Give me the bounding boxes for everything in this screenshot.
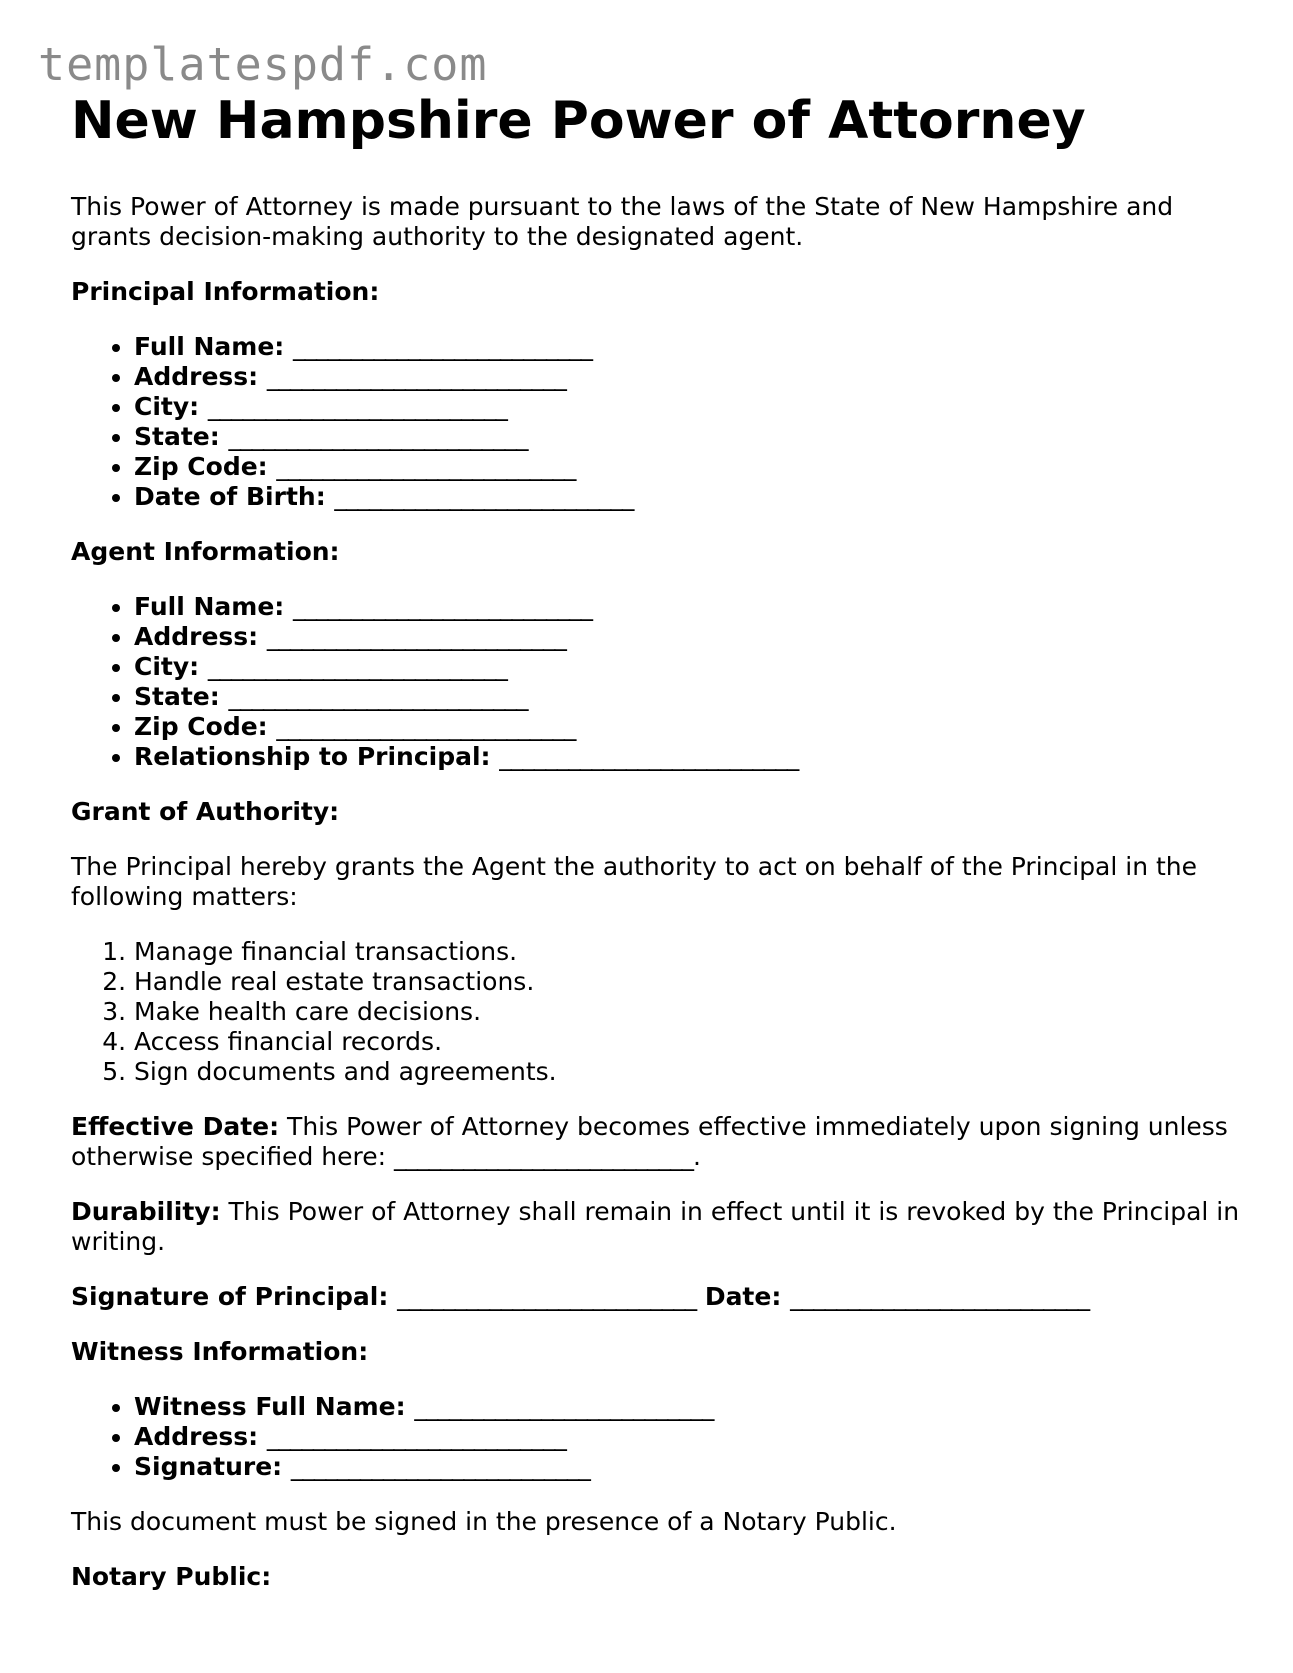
watermark: templatespdf.com: [38, 38, 488, 91]
blank-line[interactable]: __________________________: [266, 361, 566, 391]
principal-city-field: • City: __________________________: [134, 392, 1241, 422]
blank-line[interactable]: __________________________: [207, 391, 507, 421]
durability-label: Durability:: [71, 1196, 221, 1226]
principal-full-name-field: • Full Name: __________________________: [134, 332, 1241, 362]
witness-fields: [71, 1392, 1241, 1482]
blank-line[interactable]: __________________________: [228, 681, 528, 711]
blank-line[interactable]: __________________________: [499, 741, 799, 771]
notary-heading: Notary Public:: [71, 1561, 272, 1591]
blank-line[interactable]: __________________________: [266, 621, 566, 651]
agent-relationship-field: • Relationship to Principal: __________________________: [134, 742, 1241, 772]
blank-line[interactable]: __________________________: [397, 1281, 697, 1311]
blank-line[interactable]: __________________________: [276, 711, 576, 741]
witness-address-field: • Address: __________________________: [134, 1422, 1241, 1452]
intro-text: This Power of Attorney is made pursuant to the laws of the State of New Hampshire and grants decision-making authority to the designated agent.: [71, 191, 1174, 251]
blank-line[interactable]: __________________________: [334, 481, 634, 511]
grant-item: 2. Handle real estate transactions.: [134, 967, 1241, 997]
agent-heading: Agent Information:: [71, 536, 340, 566]
witness-heading: Witness Information:: [71, 1336, 369, 1366]
grant-heading: Grant of Authority:: [71, 796, 340, 826]
grant-item: 5. Sign documents and agreements.: [134, 1057, 1241, 1087]
blank-line[interactable]: __________________________: [790, 1281, 1090, 1311]
blank-line[interactable]: __________________________: [293, 591, 592, 621]
principal-heading: Principal Information:: [71, 276, 380, 306]
witness-name-field: • Witness Full Name: __________________________: [134, 1392, 1241, 1422]
agent-state-field: • State: __________________________: [134, 682, 1241, 712]
blank-line[interactable]: __________________________: [266, 1421, 566, 1451]
agent-full-name-field: • Full Name: __________________________: [134, 592, 1241, 622]
notary-note: This document must be signed in the presence of a Notary Public.: [71, 1506, 897, 1536]
blank-line[interactable]: __________________________: [293, 331, 592, 361]
grant-list: [71, 937, 1241, 1087]
agent-zip-field: • Zip Code: __________________________: [134, 712, 1241, 742]
blank-line[interactable]: __________________________: [414, 1391, 714, 1421]
page-title: New Hampshire Power of Attorney: [71, 91, 1086, 151]
document-page: [71, 92, 1241, 1592]
blank-line[interactable]: __________________________: [393, 1141, 693, 1171]
grant-text: The Principal hereby grants the Agent the authority to act on behalf of the Principal in the following matters:: [71, 851, 1198, 911]
grant-item: 4. Access financial records.: [134, 1027, 1241, 1057]
witness-signature-field: • Signature: __________________________: [134, 1452, 1241, 1482]
grant-item: 3. Make health care decisions.: [134, 997, 1241, 1027]
principal-dob-field: • Date of Birth: __________________________: [134, 482, 1241, 512]
effective-date-label: Effective Date:: [71, 1111, 280, 1141]
agent-fields: [71, 592, 1241, 772]
principal-state-field: • State: __________________________: [134, 422, 1241, 452]
blank-line[interactable]: __________________________: [290, 1451, 590, 1481]
effective-date-paragraph: Effective Date: This Power of Attorney becomes effective immediately upon signing unless otherwise specified here: __________________________.: [71, 1111, 1228, 1171]
principal-address-field: • Address: __________________________: [134, 362, 1241, 392]
principal-fields: [71, 332, 1241, 512]
blank-line[interactable]: __________________________: [276, 451, 576, 481]
grant-item: 1. Manage financial transactions.: [134, 937, 1241, 967]
blank-line[interactable]: __________________________: [207, 651, 507, 681]
agent-address-field: • Address: __________________________: [134, 622, 1241, 652]
durability-paragraph: Durability: This Power of Attorney shall remain in effect until it is revoked by the Principal in writing.: [71, 1196, 1240, 1256]
agent-city-field: • City: __________________________: [134, 652, 1241, 682]
blank-line[interactable]: __________________________: [228, 421, 528, 451]
signature-line: Signature of Principal: __________________________ Date: __________________________: [71, 1281, 1090, 1311]
principal-zip-field: • Zip Code: __________________________: [134, 452, 1241, 482]
